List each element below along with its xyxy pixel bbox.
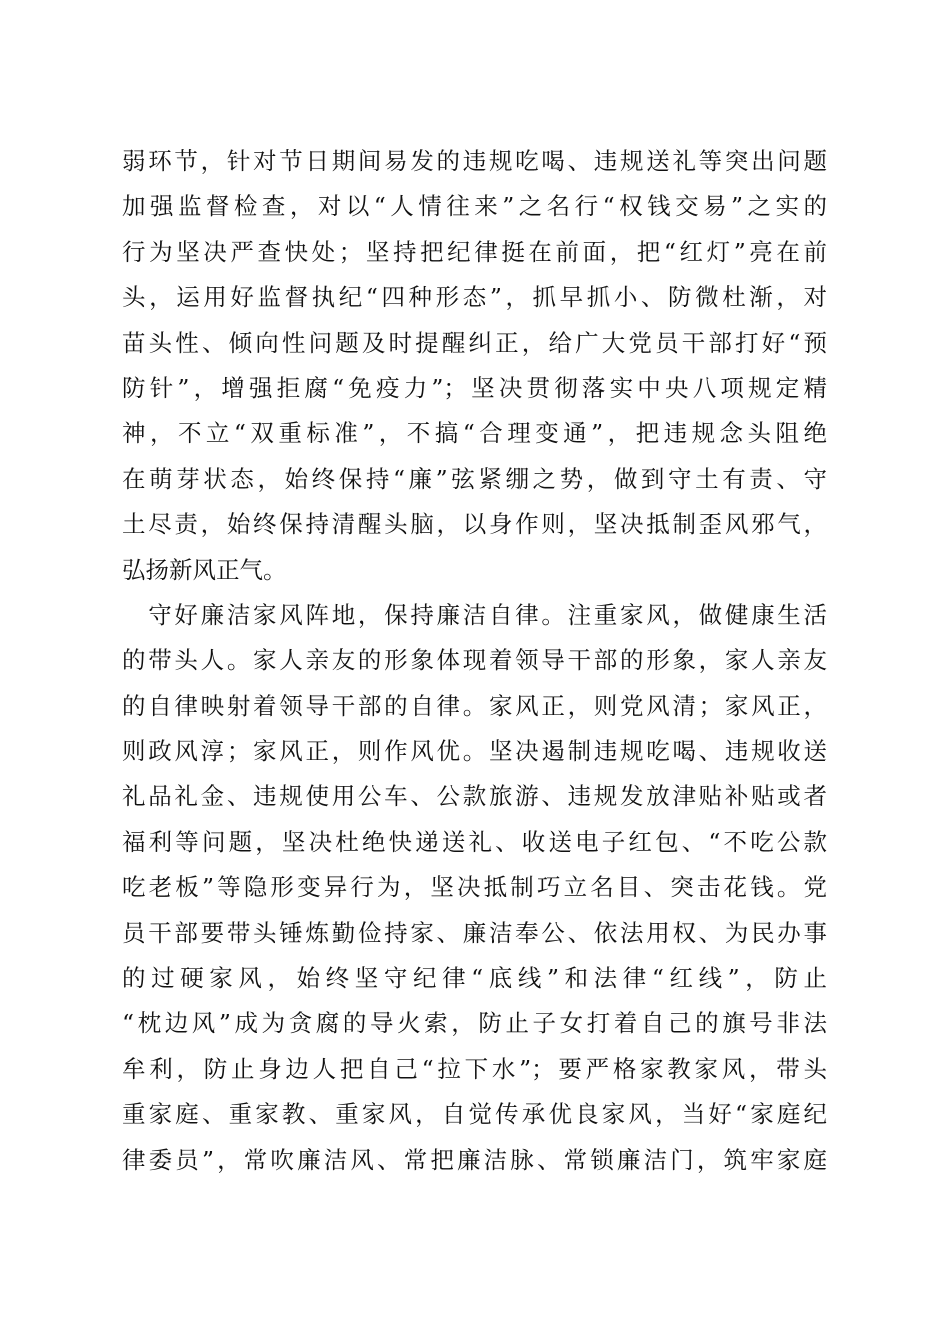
text-line: 则政风淳；家风正，则作风优。坚决遏制违规吃喝、违规收送 (122, 737, 827, 766)
text-line: 行为坚决严查快处；坚持把纪律挺在前面，把“红灯”亮在前 (122, 237, 827, 266)
text-line: 苗头性、倾向性问题及时提醒纠正，给广大党员干部打好“预 (122, 328, 827, 357)
text-line: 吃老板”等隐形变异行为，坚决抵制巧立名目、突击花钱。党 (122, 873, 827, 902)
text-line: 头，运用好监督执纪“四种形态”，抓早抓小、防微杜渐，对 (122, 283, 827, 312)
text-line: 神，不立“双重标准”，不搞“合理变通”，把违规念头阻绝 (122, 419, 827, 448)
text-line: 福利等问题，坚决杜绝快递送礼、收送电子红包、“不吃公款 (122, 827, 827, 856)
text-line: 牟利，防止身边人把自己“拉下水”；要严格家教家风，带头 (122, 1054, 827, 1083)
text-line: 土尽责，始终保持清醒头脑，以身作则，坚决抵制歪风邪气， (122, 510, 827, 539)
text-line: 防针”，增强拒腐“免疫力”；坚决贯彻落实中央八项规定精 (122, 373, 827, 402)
text-line: 律委员”，常吹廉洁风、常把廉洁脉、常锁廉洁门，筑牢家庭 (122, 1145, 827, 1174)
text-line: 的自律映射着领导干部的自律。家风正，则党风清；家风正， (122, 691, 827, 720)
text-line: 在萌芽状态，始终保持“廉”弦紧绷之势，做到守土有责、守 (122, 464, 827, 493)
paragraph-2 (122, 593, 827, 1183)
document-body (122, 139, 827, 1183)
paragraph-1 (122, 139, 827, 593)
text-line: 弘扬新风正气。 (122, 555, 287, 584)
text-line: 的过硬家风，始终坚守纪律“底线”和法律“红线”，防止 (122, 964, 827, 993)
text-line: 的带头人。家人亲友的形象体现着领导干部的形象，家人亲友 (122, 646, 827, 675)
text-line: 守好廉洁家风阵地，保持廉洁自律。注重家风，做健康生活 (122, 600, 827, 629)
text-line: 员干部要带头锤炼勤俭持家、廉洁奉公、依法用权、为民办事 (122, 918, 827, 947)
text-line: 礼品礼金、违规使用公车、公款旅游、违规发放津贴补贴或者 (122, 782, 827, 811)
text-line: 弱环节，针对节日期间易发的违规吃喝、违规送礼等突出问题 (122, 147, 827, 175)
text-line: 加强监督检查，对以“人情往来”之名行“权钱交易”之实的 (122, 192, 827, 221)
text-line: “枕边风”成为贪腐的导火索，防止子女打着自己的旗号非法 (122, 1009, 827, 1038)
text-line: 重家庭、重家教、重家风，自觉传承优良家风，当好“家庭纪 (122, 1100, 827, 1129)
